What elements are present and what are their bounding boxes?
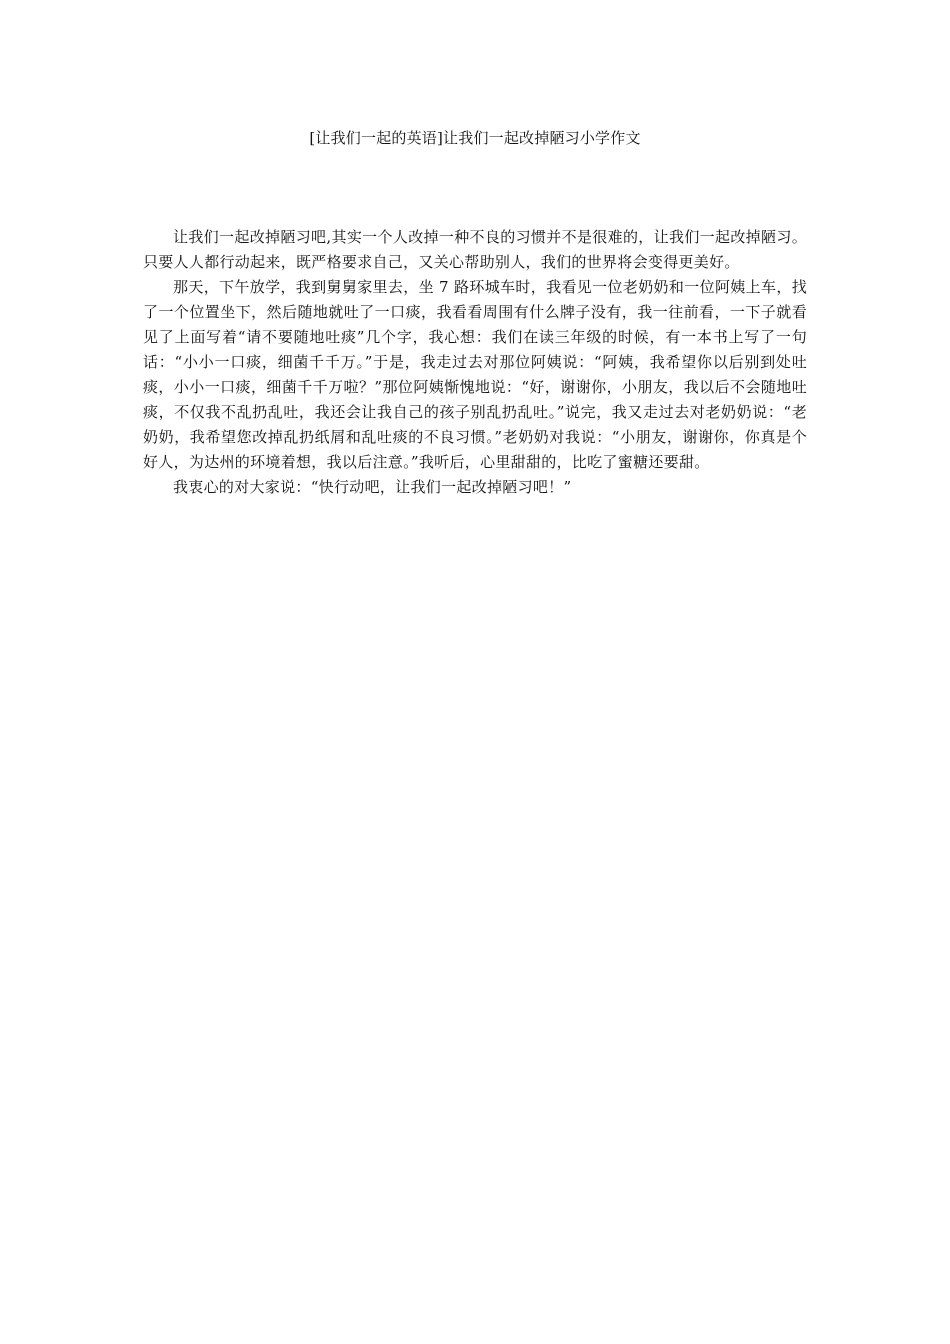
paragraph-intro: 让我们一起改掉陋习吧,其实一个人改掉一种不良的习惯并不是很难的，让我们一起改掉陋习。只要人人都行动起来，既严格要求自己，又关心帮助别人，我们的世界将会变得更美好。 <box>143 228 807 271</box>
document-body <box>143 225 807 500</box>
paragraph-story: 那天，下午放学，我到舅舅家里去，坐 7 路环城车时，我看见一位老奶奶和一位阿姨上车，找了一个位置坐下，然后随地就吐了一口痰，我看看周围有什么牌子没有，我一往前看，一下子就看见了上面写着“请不要随地吐痰”几个字，我心想：我们在读三年级的时候，有一本书上写了一句话：“小小一口痰，细菌千千万。”于是，我走过去对那位阿姨说：“阿姨，我希望你以后别到处吐痰，小小一口痰，细菌千千万啦？”那位阿姨惭愧地说：“好，谢谢你，小朋友，我以后不会随地吐痰，不仅我不乱扔乱吐，我还会让我自己的孩子别乱扔乱吐。”说完，我又走过去对老奶奶说：“老奶奶，我希望您改掉乱扔纸屑和乱吐痰的不良习惯。”老奶奶对我说：“小朋友，谢谢你，你真是个好人，为达州的环境着想，我以后注意。”我听后，心里甜甜的，比吃了蜜糖还要甜。 <box>143 278 807 471</box>
paragraph-closing: 我衷心的对大家说：“快行动吧，让我们一起改掉陋习吧！” <box>173 478 572 496</box>
document-title: [让我们一起的英语]让我们一起改掉陋习小学作文 <box>309 129 641 147</box>
